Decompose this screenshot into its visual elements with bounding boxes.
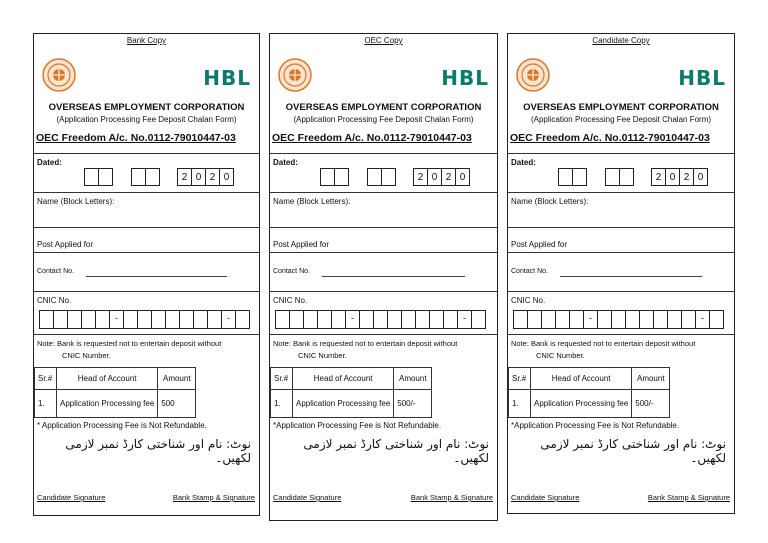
refund-note: * Application Processing Fee is Not Refundable. — [37, 421, 207, 430]
date-month-box-2[interactable] — [619, 168, 634, 186]
name-label: Name (Block Letters): — [37, 197, 115, 206]
divider — [34, 334, 259, 335]
date-day-box-1[interactable] — [84, 168, 99, 186]
table-header: Amount — [158, 368, 196, 390]
name-label: Name (Block Letters): — [273, 197, 351, 206]
date-year-box[interactable]: 0 — [427, 168, 442, 186]
urdu-note: نوٹ: نام اور شناختی کارڈ نمبر لازمی لکھیں۔ — [303, 437, 489, 465]
refund-note: *Application Processing Fee is Not Refundable. — [273, 421, 442, 430]
hbl-logo: HBL — [678, 66, 726, 90]
table-header: Head of Account — [57, 368, 158, 390]
date-day-box-1[interactable] — [320, 168, 335, 186]
copy-title: Bank Copy — [126, 36, 167, 45]
divider — [270, 291, 497, 292]
note-line: CNIC Number. — [536, 351, 585, 360]
bank-stamp-signature: Bank Stamp & Signature — [172, 493, 255, 502]
cnic-digit-box[interactable] — [151, 310, 166, 329]
cnic-digit-box[interactable] — [443, 310, 458, 329]
hbl-logo: HBL — [203, 66, 251, 90]
cnic-digit-box[interactable] — [275, 310, 290, 329]
table-header: Sr.# — [509, 368, 531, 390]
cnic-digit-box[interactable] — [39, 310, 54, 329]
date-month-box-1[interactable] — [605, 168, 620, 186]
cnic-digit-box[interactable] — [289, 310, 304, 329]
table-cell: 500/- — [632, 390, 670, 418]
date-year-box[interactable]: 2 — [413, 168, 428, 186]
dated-label: Dated: — [511, 158, 536, 167]
cnic-digit-box[interactable] — [303, 310, 318, 329]
form-subtitle: (Application Processing Fee Deposit Chalan Form) — [56, 115, 237, 124]
name-label: Name (Block Letters): — [511, 197, 589, 206]
date-year-box[interactable]: 2 — [651, 168, 666, 186]
cnic-digit-box[interactable] — [541, 310, 556, 329]
table-row — [509, 390, 670, 418]
cnic-digit-box[interactable] — [123, 310, 138, 329]
bank-stamp-signature: Bank Stamp & Signature — [647, 493, 730, 502]
form-subtitle: (Application Processing Fee Deposit Chalan Form) — [293, 115, 474, 124]
hbl-logo: HBL — [441, 66, 489, 90]
oec-emblem-logo — [516, 58, 550, 92]
divider — [34, 291, 259, 292]
cnic-digit-box[interactable] — [471, 310, 486, 329]
table-header-row — [509, 368, 670, 390]
cnic-digit-box[interactable] — [401, 310, 416, 329]
cnic-digit-box[interactable] — [429, 310, 444, 329]
table-header: Amount — [632, 368, 670, 390]
candidate-signature: Candidate Signature — [273, 493, 342, 502]
table-row — [35, 390, 196, 418]
contact-label: Contact No. — [37, 268, 74, 275]
table-header-row — [271, 368, 432, 390]
divider — [34, 192, 259, 193]
cnic-label: CNIC No. — [273, 296, 308, 305]
note-text — [273, 338, 493, 362]
account-number: OEC Freedom A/c. No.0112-79010447-03 — [272, 132, 472, 144]
cnic-digit-box[interactable] — [53, 310, 68, 329]
contact-field[interactable] — [560, 276, 702, 277]
cnic-separator: - — [345, 310, 360, 329]
divider — [508, 227, 734, 228]
date-year-box[interactable]: 2 — [205, 168, 220, 186]
cnic-input-grid[interactable] — [275, 310, 485, 329]
cnic-digit-box[interactable] — [527, 310, 542, 329]
cnic-digit-box[interactable] — [95, 310, 110, 329]
cnic-digit-box[interactable] — [611, 310, 626, 329]
date-day-box-2[interactable] — [334, 168, 349, 186]
account-number: OEC Freedom A/c. No.0112-79010447-03 — [510, 132, 710, 144]
account-number: OEC Freedom A/c. No.0112-79010447-03 — [36, 132, 236, 144]
fee-table — [270, 367, 432, 418]
note-line: CNIC Number. — [62, 351, 111, 360]
divider — [508, 192, 734, 193]
table-cell: Application Processing fee — [531, 390, 632, 418]
fee-table — [34, 367, 196, 418]
cnic-separator: - — [221, 310, 236, 329]
candidate-signature: Candidate Signature — [511, 493, 580, 502]
table-cell: 1. — [271, 390, 293, 418]
chalan-slip — [507, 33, 735, 514]
refund-note: *Application Processing Fee is Not Refundable. — [511, 421, 680, 430]
cnic-digit-box[interactable] — [569, 310, 584, 329]
organization-name: OVERSEAS EMPLOYMENT CORPORATION — [523, 102, 719, 113]
contact-field[interactable] — [86, 276, 227, 277]
cnic-digit-box[interactable] — [207, 310, 222, 329]
note-line: Note: Bank is requested not to entertain deposit without — [37, 339, 222, 348]
cnic-digit-box[interactable] — [681, 310, 696, 329]
note-line: Note: Bank is requested not to entertain deposit without — [511, 339, 696, 348]
dated-label: Dated: — [37, 158, 62, 167]
date-year-box[interactable]: 2 — [679, 168, 694, 186]
table-row — [271, 390, 432, 418]
dated-label: Dated: — [273, 158, 298, 167]
table-cell: Application Processing fee — [293, 390, 394, 418]
divider — [508, 291, 734, 292]
cnic-digit-box[interactable] — [667, 310, 682, 329]
cnic-digit-box[interactable] — [193, 310, 208, 329]
date-day-box-1[interactable] — [558, 168, 573, 186]
cnic-digit-box[interactable] — [331, 310, 346, 329]
cnic-digit-box[interactable] — [137, 310, 152, 329]
table-header: Sr.# — [35, 368, 57, 390]
table-header: Head of Account — [531, 368, 632, 390]
note-text — [37, 338, 255, 362]
table-header-row — [35, 368, 196, 390]
cnic-digit-box[interactable] — [67, 310, 82, 329]
divider — [508, 252, 734, 253]
cnic-digit-box[interactable] — [387, 310, 402, 329]
cnic-digit-box[interactable] — [513, 310, 528, 329]
post-applied-label: Post Applied for — [273, 240, 330, 249]
copy-title: Candidate Copy — [592, 36, 650, 45]
divider — [34, 227, 259, 228]
note-text — [511, 338, 730, 362]
divider — [270, 227, 497, 228]
candidate-signature: Candidate Signature — [37, 493, 106, 502]
cnic-digit-box[interactable] — [597, 310, 612, 329]
note-line: Note: Bank is requested not to entertain deposit without — [273, 339, 458, 348]
date-year-box[interactable]: 2 — [441, 168, 456, 186]
cnic-digit-box[interactable] — [359, 310, 374, 329]
cnic-digit-box[interactable] — [235, 310, 250, 329]
post-applied-label: Post Applied for — [511, 240, 568, 249]
table-header: Amount — [394, 368, 432, 390]
post-applied-label: Post Applied for — [37, 240, 94, 249]
date-month-box-2[interactable] — [381, 168, 396, 186]
divider — [270, 334, 497, 335]
date-year-box[interactable]: 2 — [177, 168, 192, 186]
cnic-input-grid[interactable] — [39, 310, 249, 329]
date-year-box[interactable]: 0 — [665, 168, 680, 186]
fee-table — [508, 367, 670, 418]
cnic-digit-box[interactable] — [317, 310, 332, 329]
divider — [270, 192, 497, 193]
table-cell: 1. — [35, 390, 57, 418]
cnic-label: CNIC No. — [37, 296, 72, 305]
divider — [508, 153, 734, 154]
divider — [508, 334, 734, 335]
table-cell: 1. — [509, 390, 531, 418]
date-year-box[interactable]: 0 — [693, 168, 708, 186]
cnic-digit-box[interactable] — [555, 310, 570, 329]
cnic-digit-box[interactable] — [373, 310, 388, 329]
date-month-box-1[interactable] — [367, 168, 382, 186]
cnic-digit-box[interactable] — [625, 310, 640, 329]
contact-field[interactable] — [322, 276, 465, 277]
chalan-slip — [33, 33, 260, 516]
date-year-box[interactable]: 0 — [191, 168, 206, 186]
note-line: CNIC Number. — [298, 351, 347, 360]
cnic-separator: - — [109, 310, 124, 329]
cnic-digit-box[interactable] — [639, 310, 654, 329]
date-day-box-2[interactable] — [98, 168, 113, 186]
date-month-box-1[interactable] — [131, 168, 146, 186]
date-month-box-2[interactable] — [145, 168, 160, 186]
cnic-separator: - — [583, 310, 598, 329]
copy-title: OEC Copy — [364, 36, 403, 45]
date-day-box-2[interactable] — [572, 168, 587, 186]
urdu-note: نوٹ: نام اور شناختی کارڈ نمبر لازمی لکھیں۔ — [65, 437, 251, 465]
cnic-label: CNIC No. — [511, 296, 546, 305]
date-year-box[interactable]: 0 — [455, 168, 470, 186]
bank-stamp-signature: Bank Stamp & Signature — [410, 493, 493, 502]
contact-label: Contact No. — [511, 268, 548, 275]
cnic-digit-box[interactable] — [179, 310, 194, 329]
contact-label: Contact No. — [273, 268, 310, 275]
urdu-note: نوٹ: نام اور شناختی کارڈ نمبر لازمی لکھیں۔ — [540, 437, 726, 465]
divider — [270, 252, 497, 253]
cnic-separator: - — [695, 310, 710, 329]
form-subtitle: (Application Processing Fee Deposit Chalan Form) — [530, 115, 712, 124]
cnic-digit-box[interactable] — [415, 310, 430, 329]
cnic-digit-box[interactable] — [81, 310, 96, 329]
table-header: Sr.# — [271, 368, 293, 390]
table-cell: Application Processing fee — [57, 390, 158, 418]
chalan-slip — [269, 33, 498, 521]
divider — [34, 153, 259, 154]
divider — [34, 252, 259, 253]
divider — [270, 153, 497, 154]
cnic-digit-box[interactable] — [709, 310, 724, 329]
cnic-digit-box[interactable] — [165, 310, 180, 329]
cnic-digit-box[interactable] — [653, 310, 668, 329]
oec-emblem-logo — [42, 58, 76, 92]
cnic-separator: - — [457, 310, 472, 329]
table-cell: 500 — [158, 390, 196, 418]
organization-name: OVERSEAS EMPLOYMENT CORPORATION — [48, 102, 245, 113]
oec-emblem-logo — [278, 58, 312, 92]
cnic-input-grid[interactable] — [513, 310, 723, 329]
table-cell: 500/- — [394, 390, 432, 418]
organization-name: OVERSEAS EMPLOYMENT CORPORATION — [285, 102, 482, 113]
table-header: Head of Account — [293, 368, 394, 390]
date-year-box[interactable]: 0 — [219, 168, 234, 186]
